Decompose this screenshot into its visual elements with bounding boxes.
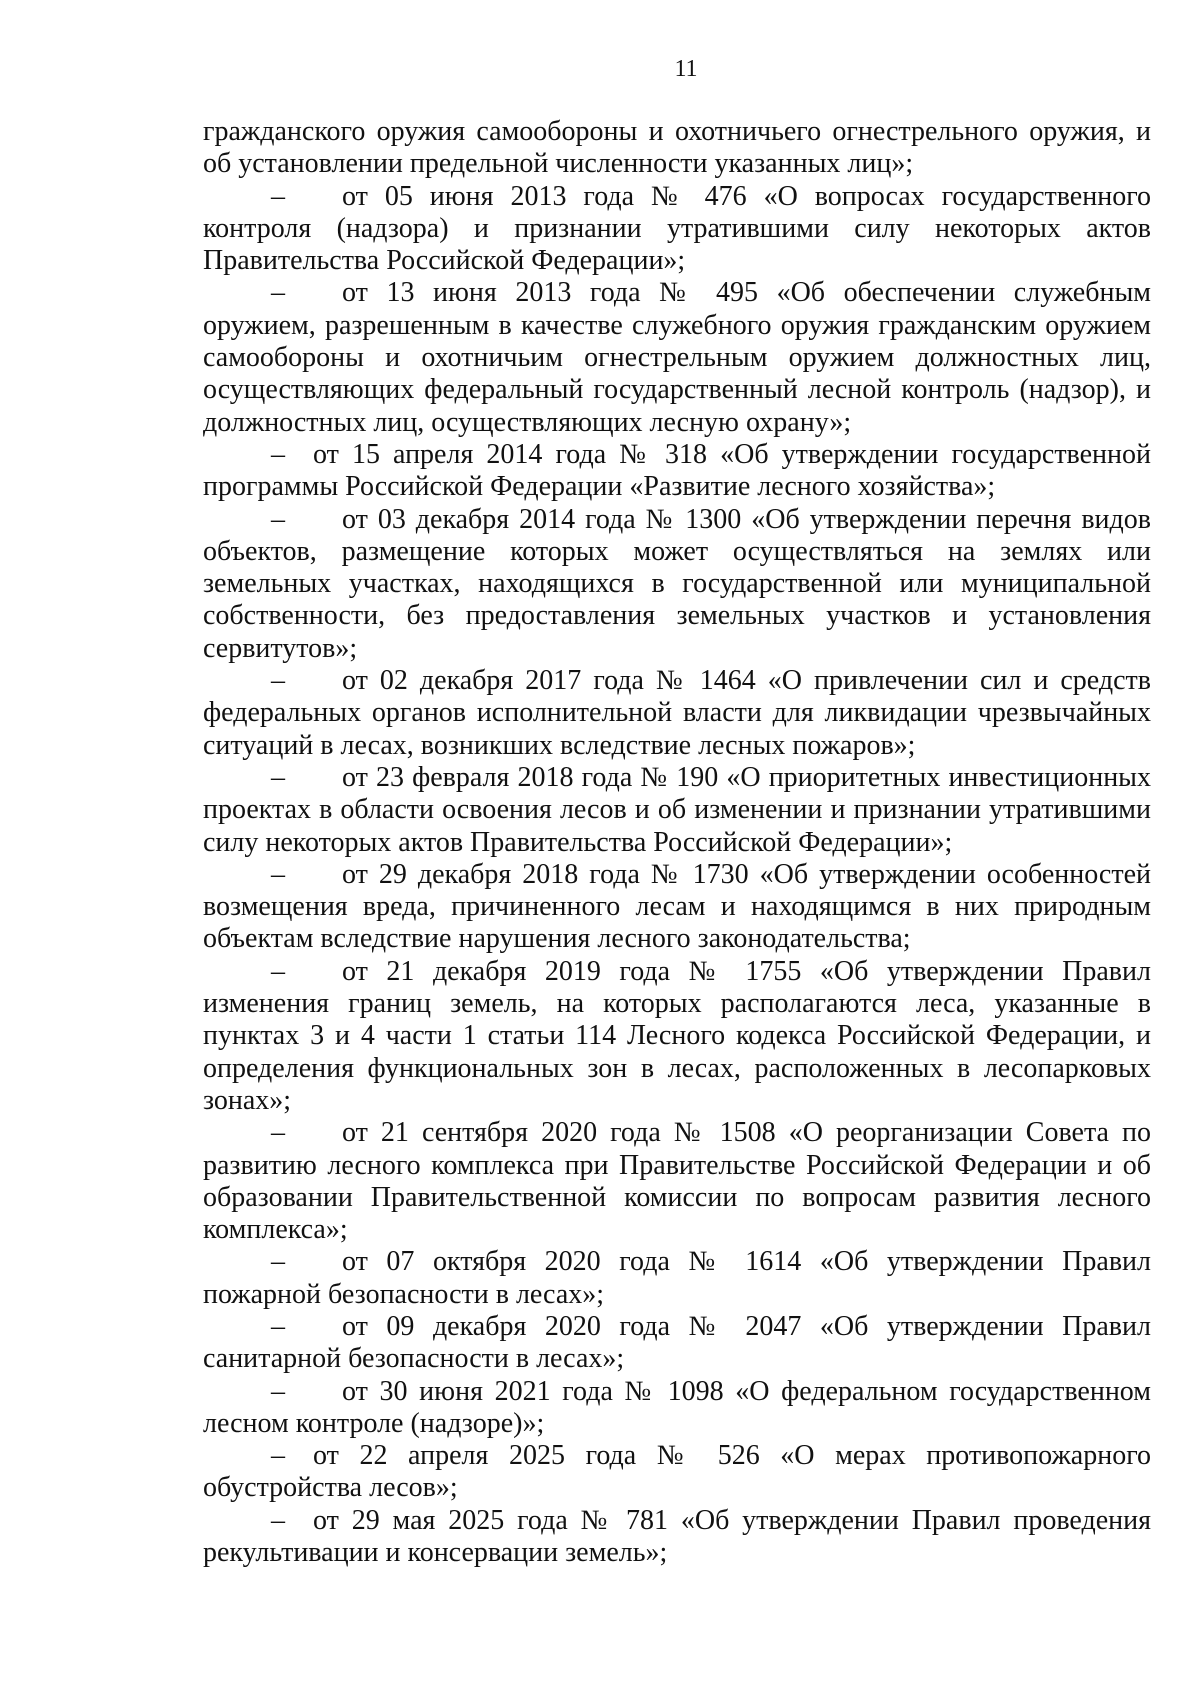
dash-marker: –: [271, 438, 285, 470]
document-body: [203, 116, 1151, 1569]
dash-marker: –: [271, 277, 285, 309]
list-item: [203, 277, 1151, 438]
list-item: [203, 1246, 1151, 1311]
list-item-text: от 07 октября 2020 года № 1614 «Об утверждении Правил пожарной безопасности в лесах»;: [203, 1246, 1151, 1310]
list-item: [203, 956, 1151, 1117]
dash-marker: –: [271, 1117, 285, 1149]
list-item-text: от 22 апреля 2025 года № 526 «О мерах противопожарного обустройства лесов»;: [203, 1440, 1151, 1504]
list-item-text: от 23 февраля 2018 года № 190 «О приоритетных инвестиционных проектах в области освоения лесов и об изменении и признании утратившими силу некоторых актов Правительства Российской Федерации»;: [203, 761, 1151, 858]
dash-marker: –: [271, 180, 285, 212]
dash-marker: –: [271, 1310, 285, 1342]
list-item: [203, 439, 1151, 504]
list-item-text: от 29 декабря 2018 года № 1730 «Об утверждении особенностей возмещения вреда, причиненного лесам и находящимся в них природным объектам вследствие нарушения лесного законодательства;: [203, 858, 1151, 955]
list-item: [203, 1311, 1151, 1376]
dash-marker: –: [271, 858, 285, 890]
list-item: [203, 504, 1151, 665]
list-item: [203, 1117, 1151, 1246]
dash-marker: –: [271, 761, 285, 793]
page-number: 11: [674, 56, 698, 82]
continuation-paragraph: гражданского оружия самообороны и охотничьего огнестрельного оружия, и об установлении предельной численности указанных лиц»;: [203, 116, 1151, 180]
list-item-text: от 03 декабря 2014 года № 1300 «Об утверждении перечня видов объектов, размещение которых может осуществляться на землях или земельных участках, находящихся в государственной или муниципальной собственности, без предоставления земельных участков и установления сервитутов»;: [203, 503, 1151, 664]
dash-marker: –: [271, 955, 285, 987]
dash-marker: –: [271, 1440, 285, 1472]
list-item: [203, 859, 1151, 956]
list-item-text: от 30 июня 2021 года № 1098 «О федеральном государственном лесном контроле (надзоре)»;: [203, 1375, 1151, 1439]
list-item: [203, 1440, 1151, 1505]
list-item: [203, 762, 1151, 859]
dash-marker: –: [271, 1504, 285, 1536]
list-item-text: от 13 июня 2013 года № 495 «Об обеспечении служебным оружием, разрешенным в качестве служебного оружия гражданским оружием самообороны и охотничьим огнестрельным оружием должностных лиц, осуществляющих федеральный государственный лесной контроль (надзор), и должностных лиц, осуществляющих лесную охрану»;: [203, 277, 1151, 438]
dash-marker: –: [271, 665, 285, 697]
dash-marker: –: [271, 503, 285, 535]
list-item-text: от 21 декабря 2019 года № 1755 «Об утверждении Правил изменения границ земель, на которых располагаются леса, указанные в пунктах 3 и 4 части 1 статьи 114 Лесного кодекса Российской Федерации, и определения функциональных зон в лесах, расположенных в лесопарковых зонах»;: [203, 955, 1151, 1116]
list-item-text: от 29 мая 2025 года № 781 «Об утверждении Правил проведения рекультивации и консервации земель»;: [203, 1504, 1151, 1569]
list-item: [203, 181, 1151, 278]
list-item-text: от 15 апреля 2014 года № 318 «Об утверждении государственной программы Российской Федерации «Развитие лесного хозяйства»;: [203, 438, 1151, 503]
list-item-text: от 21 сентября 2020 года № 1508 «О реорганизации Совета по развитию лесного комплекса при Правительстве Российской Федерации и об образовании Правительственной комиссии по вопросам развития лесного комплекса»;: [203, 1117, 1151, 1246]
list-item: [203, 1376, 1151, 1441]
list-item: [203, 665, 1151, 762]
list-item-text: от 05 июня 2013 года № 476 «О вопросах государственного контроля (надзора) и признании утратившими силу некоторых актов Правительства Российской Федерации»;: [203, 180, 1151, 277]
list-item-text: от 09 декабря 2020 года № 2047 «Об утверждении Правил санитарной безопасности в лесах»;: [203, 1310, 1151, 1375]
list-item-text: от 02 декабря 2017 года № 1464 «О привлечении сил и средств федеральных органов исполнительной власти для ликвидации чрезвычайных ситуаций в лесах, возникших вследствие лесных пожаров»;: [203, 665, 1151, 761]
dash-marker: –: [271, 1375, 285, 1407]
list-item: [203, 1505, 1151, 1570]
dash-marker: –: [271, 1246, 285, 1278]
